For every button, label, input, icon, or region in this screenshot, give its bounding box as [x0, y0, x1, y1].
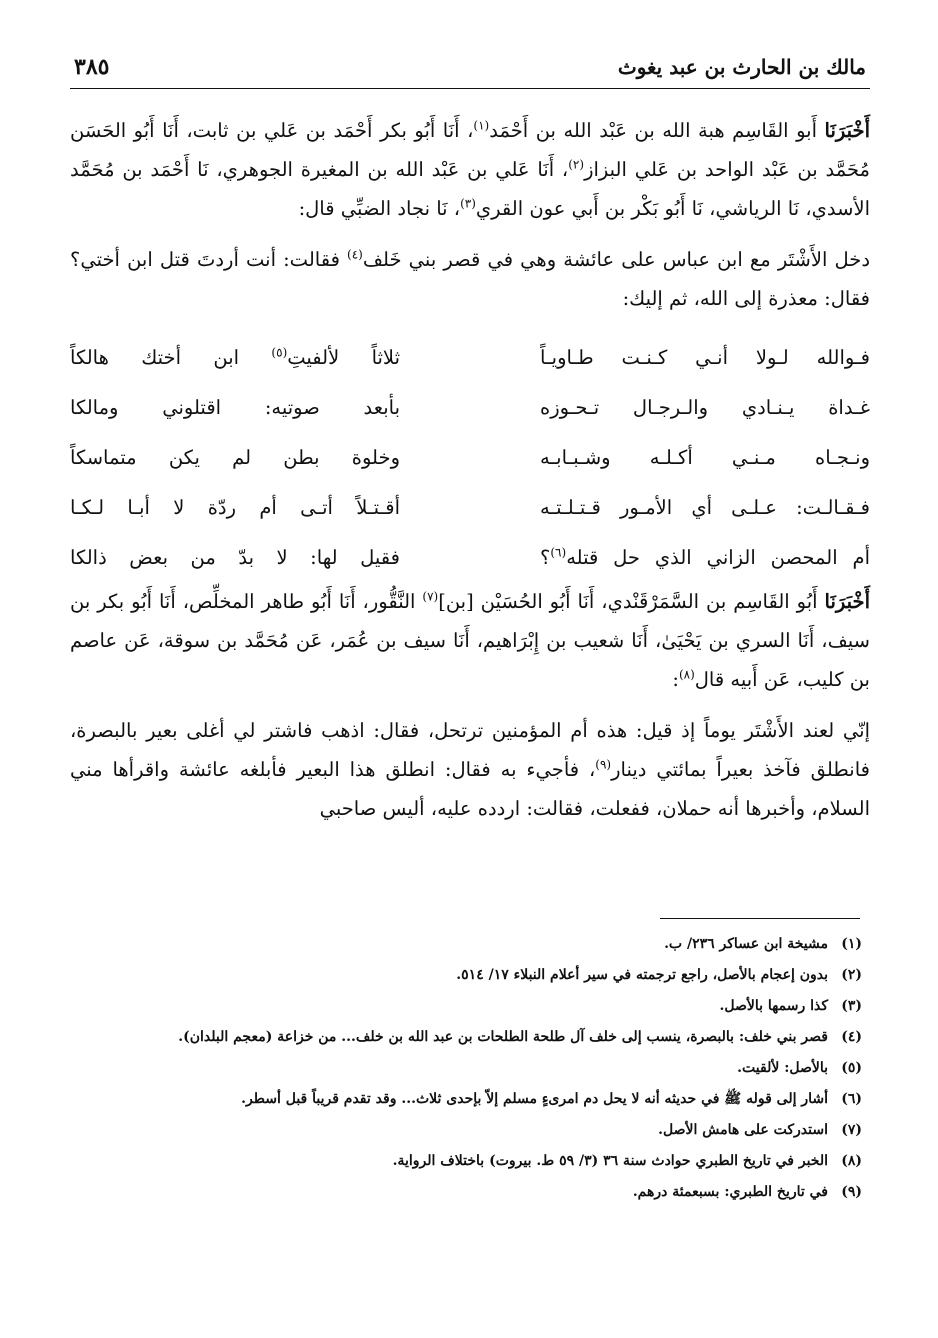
text-run: ثلاثاً لألفيتِ: [287, 345, 400, 369]
poem-verse: [70, 482, 870, 532]
footnote-number: (٧): [841, 1122, 862, 1138]
footnote-number: (٥): [841, 1060, 862, 1076]
poem: [70, 332, 870, 582]
text-run: :: [672, 668, 679, 691]
text-run: أَبو القَاسِم هبة الله بن عَبْد الله بن أَحْمَد: [489, 119, 825, 142]
verse-second-hemistich: [70, 338, 400, 377]
footnote-text: بدون إعجام بالأصل، راجع ترجمته في سير أعلام النبلاء ١٧/ ٥١٤.: [456, 967, 828, 983]
lead-word: أَخْبَرَنَا: [824, 119, 870, 142]
footnote-text: مشيخة ابن عساكر ٢٣٦/ ب.: [664, 936, 828, 952]
footnote-ref: (٨): [678, 667, 695, 682]
footnote-ref: (٧): [422, 589, 439, 604]
text-run: دخل الأَشْتَر مع ابن عباس على عائشة وهي في قصر بني خَلف: [362, 248, 871, 271]
footnote-text: في تاريخ الطبري: بسبعمئة درهم.: [632, 1184, 828, 1200]
footnote: [66, 1056, 862, 1080]
verse-first-hemistich: [540, 438, 870, 477]
text-run: فقيل لها: لا بدّ من بعض ذالكا: [70, 545, 400, 569]
verse-first-hemistich: [540, 488, 870, 527]
poem-verse: [70, 332, 870, 382]
footnote-ref: (٦): [550, 545, 567, 559]
verse-first-hemistich: [540, 538, 870, 577]
footnote-number: (٤): [841, 1029, 862, 1045]
text-run: ، أَنَا عَلي بن عَبْد الله بن المغيرة الجوهري، نَا أَحْمَد بن مُحَمَّد الأسدي، نَا الرياشي، نَا أَبُو بَكْر بن أَبي عون القري: [70, 158, 870, 220]
text-run: النَّقُّور، أَنَا أَبُو طاهر المخلِّص، أَنَا أَبُو بكر بن سيف، أَنَا السري بن يَحْيَىٰ، أَنَا شعيب بن إِبْرَاهيم، أَنَا سيف بن عُمَر، عَن مُحَمَّد بن سوقة، عَن عاصم بن كليب، عَن أَبيه قال: [70, 590, 870, 691]
text-run: بأبعد صوتيه: اقتلوني ومالكا: [70, 395, 400, 419]
footnote-number: (٢): [841, 967, 862, 983]
isnad-paragraph-2: [70, 582, 870, 699]
footnote-number: (٣): [841, 998, 862, 1014]
footnote-ref: (٥): [271, 345, 288, 359]
text-run: ، أَنَا أَبُو بكر أَحْمَد بن عَلي بن ثابت، أَنَا أَبُو الحَسَن مُحَمَّد بن عَبْد الواحد بن عَلي البزاز: [70, 119, 870, 181]
footnote-text: كذا رسمها بالأصل.: [719, 998, 828, 1014]
poem-verse: [70, 532, 870, 582]
footnote: [66, 994, 862, 1018]
text-run: غـداة يـنـادي والـرجـال تـحـوزه: [540, 395, 870, 419]
text-run: ابن أختك هالكاً: [70, 345, 272, 369]
footnote-text: قصر بني خلف: بالبصرة، ينسب إلى خلف آل طلحة الطلحات بن عبد الله بن خلف... من خزاعة (معجم البلدان).: [178, 1029, 828, 1045]
footnote: [66, 963, 862, 987]
poem-verse: [70, 382, 870, 432]
footnotes: [66, 932, 862, 1211]
footnote-text: أشار إلى قوله ﷺ في حديثه أنه لا يحل دم امرىءٍ مسلم إلاّ بإحدى ثلاث... وقد تقدم قريباً قبل أسطر.: [241, 1091, 828, 1107]
isnad-paragraph-1: [70, 111, 870, 228]
verse-first-hemistich: [540, 388, 870, 427]
text-run: أم المحصن الزاني الذي حل قتله: [566, 545, 870, 569]
verse-first-hemistich: [540, 338, 870, 377]
verse-second-hemistich: [70, 488, 400, 527]
narration-paragraph-1: [70, 240, 870, 318]
text-run: أقـتـلاً أتـى أم ردّة لا أبـا لـكـا: [70, 495, 400, 519]
footnote: [66, 1087, 862, 1111]
footnote-ref: (٤): [347, 247, 363, 262]
text-run: فـقـالـت: عـلـى أي الأمـور قـتـلـتـه: [540, 495, 870, 519]
footnote-ref: (٣): [460, 196, 476, 211]
text-run: أَبُو القَاسِم بن السَّمَرْقَنْدي، أَنَا أَبُو الحُسَيْن [بن]: [438, 590, 825, 613]
footnote-separator: [660, 918, 860, 919]
footnote-ref: (١): [473, 118, 490, 133]
text-run: وخلوة بطن لم يكن متماسكاً: [70, 445, 400, 469]
text-run: ونـجـاه مـنـي أكـلـه وشـبـابـه: [540, 445, 870, 469]
text-run: فقالت: أنت أردتَ قتل ابن أختي؟ فقال: معذرة إلى الله، ثم إليك:: [70, 248, 870, 310]
poem-verse: [70, 432, 870, 482]
running-title: مالك بن الحارث بن عبد يغوث: [617, 55, 866, 79]
footnote: [66, 1149, 862, 1173]
footnote-ref: (٢): [568, 157, 585, 172]
main-text: [70, 111, 870, 828]
verse-second-hemistich: [70, 388, 400, 427]
verse-second-hemistich: [70, 438, 400, 477]
footnote: [66, 932, 862, 956]
footnote: [66, 1180, 862, 1204]
footnote-number: (٨): [841, 1153, 862, 1169]
text-run: فـوالله لـولا أنـي كـنـت طـاويـاً: [540, 345, 870, 369]
footnote: [66, 1118, 862, 1142]
footnote-number: (٦): [841, 1091, 862, 1107]
footnote-number: (٩): [841, 1184, 862, 1200]
lead-word: أَخْبَرَنَا: [824, 590, 870, 613]
text-run: إنّي لعند الأَشْتَر يوماً إذ قيل: هذه أم المؤمنين ترتحل، فقال: اذهب فاشتر لي أغلى بعير بالبصرة، فانطلق فآخذ بعيراً بمائتي دينار: [70, 719, 870, 781]
footnote-text: بالأصل: لألقيت.: [737, 1060, 828, 1076]
text-run: ، نَا نجاد الضبِّي قال:: [298, 197, 461, 220]
narration-paragraph-2: [70, 711, 870, 828]
running-header: [70, 54, 870, 89]
footnote-text: الخبر في تاريخ الطبري حوادث سنة ٣٦ (٣/ ٥٩ ط. بيروت) باختلاف الرواية.: [392, 1153, 828, 1169]
text-run: ، فأجيء به فقال: انطلق هذا البعير فأبلغه عائشة واقرأها مني السلام، وأخبرها أنه حملان، ففعلت، فقالت: اردده عليه، أليس صاحبي: [70, 758, 870, 820]
text-run: ؟: [540, 545, 551, 569]
footnote: [66, 1025, 862, 1049]
footnote-number: (١): [841, 936, 862, 952]
page-number: ٣٨٥: [74, 54, 110, 80]
verse-second-hemistich: [70, 538, 400, 577]
footnote-text: استدركت على هامش الأصل.: [658, 1122, 828, 1138]
footnote-ref: (٩): [595, 757, 612, 772]
